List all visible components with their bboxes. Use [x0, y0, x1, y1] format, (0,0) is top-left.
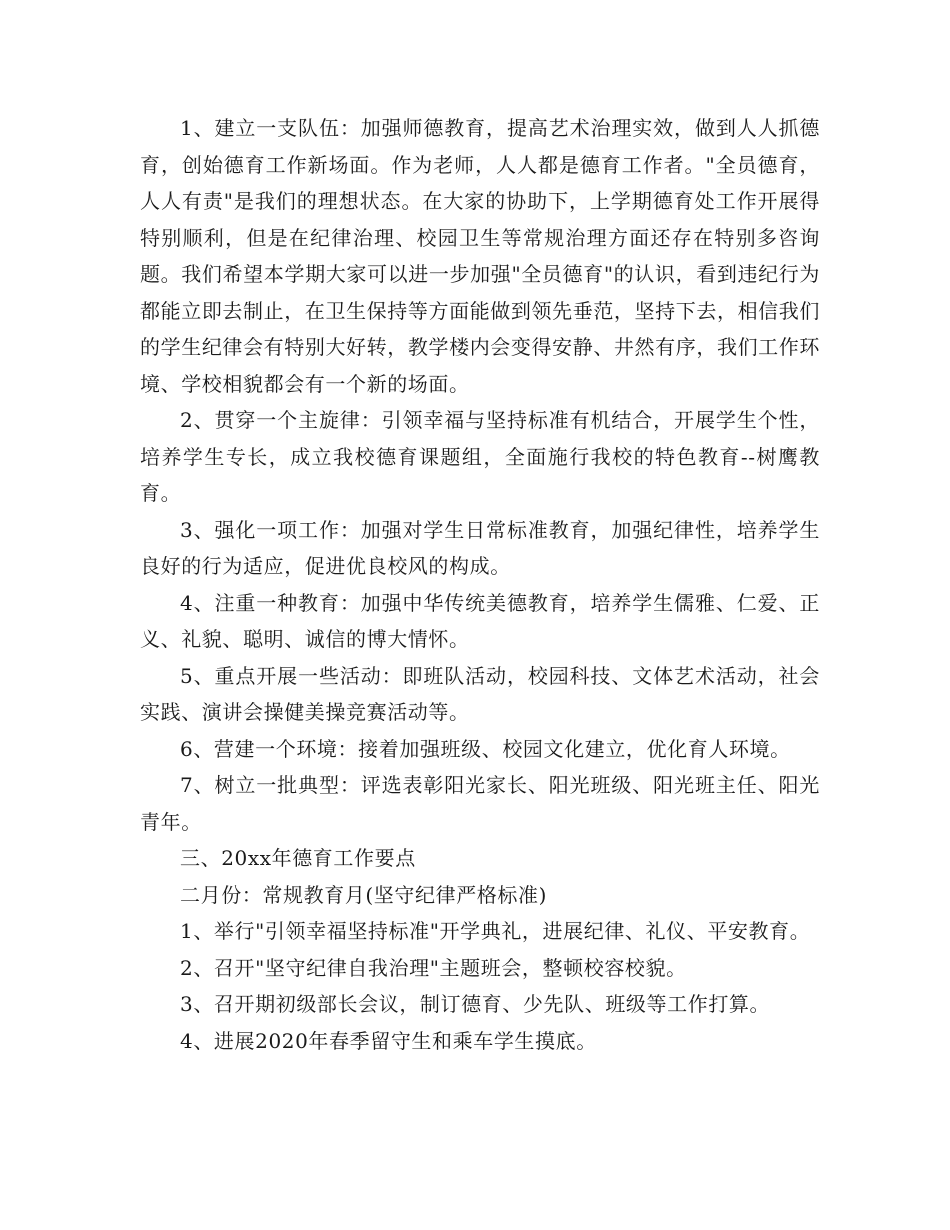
paragraph-team: 1、建立一支队伍：加强师德教育，提高艺术治理实效，做到人人抓德育，创始德育工作新场面。作为老师，人人都是德育工作者。"全员德育，人人有责"是我们的理想状态。在大家的协助下，上学期德育处工作开展得特别顺利，但是在纪律治理、校园卫生等常规治理方面还存在特别多咨询题。我们希望本学期大家可以进一步加强"全员德育"的认识，看到违纪行为都能立即去制止，在卫生保持等方面能做到领先垂范，坚持下去，相信我们的学生纪律会有特别大好转，教学楼内会变得安静、井然有序，我们工作环境、学校相貌都会有一个新的场面。 [140, 116, 820, 396]
document-body [140, 110, 820, 1059]
paragraph-activities: 5、重点开展一些活动：即班队活动，校园科技、文体艺术活动，社会实践、演讲会操健美操竞赛活动等。 [140, 663, 820, 724]
month-heading: 二月份：常规教育月(坚守纪律严格标准) [180, 882, 548, 907]
list-item-survey: 4、进展2020年春季留守生和乘车学生摸底。 [180, 1028, 597, 1053]
section-heading: 三、20xx年德育工作要点 [180, 846, 416, 870]
paragraph-environment: 6、营建一个环境：接着加强班级、校园文化建立，优化育人环境。 [180, 736, 791, 761]
paragraph-models: 7、树立一批典型：评选表彰阳光家长、阳光班级、阳光班主任、阳光青年。 [140, 773, 820, 834]
paragraph-education: 4、注重一种教育：加强中华传统美德教育，培养学生儒雅、仁爱、正义、礼貌、聪明、诚信的博大情怀。 [140, 590, 820, 651]
list-item-ceremony: 1、举行"引领幸福坚持标准"开学典礼，进展纪律、礼仪、平安教育。 [180, 919, 811, 943]
paragraph-theme: 2、贯穿一个主旋律：引领幸福与坚持标准有机结合，开展学生个性，培养学生专长，成立我校德育课题组，全面施行我校的特色教育--树鹰教育。 [140, 408, 820, 505]
list-item-staff-meeting: 3、召开期初级部长会议，制订德育、少先队、班级等工作打算。 [180, 992, 771, 1016]
list-item-class-meeting: 2、召开"坚守纪律自我治理"主题班会，整顿校容校貌。 [180, 955, 687, 980]
paragraph-work: 3、强化一项工作：加强对学生日常标准教育，加强纪律性，培养学生良好的行为适应，促进优良校风的构成。 [140, 517, 820, 578]
